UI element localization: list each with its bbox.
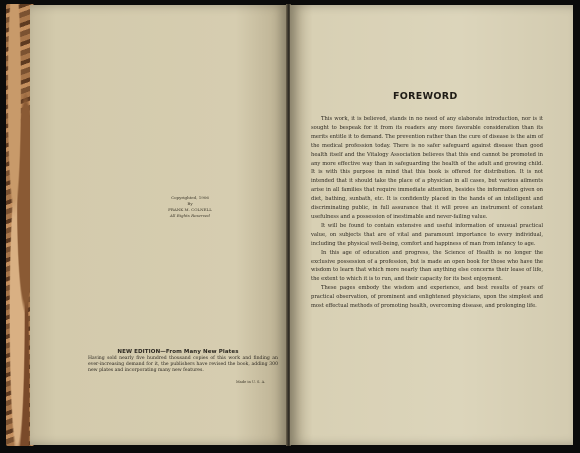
- new-edition-notice: [88, 348, 278, 374]
- edition-body: Having sold nearly five hundred thousand copies of this work and finding an ever-increasing demand for it, the publishers have revised the book, adding 300 new plates and incorporating many new features.: [88, 356, 278, 373]
- foreword-paragraph: This work, it is believed, stands in no need of any elaborate introduction, nor is it sought to bespeak for it from its readers any more favorable consideration than its merits entitle it to demand. The prevention rather than the cure of disease is the aim of the medical profession today. There is no safer safeguard against disease than good health itself and the Vitalogy Association believes that this end cannot be promoted in any more effective way than in safeguarding the health of the adult and growing child. It is with this purpose in mind that this book is offered for distribution. It is not intended that it should take the place of a physician in all cases, but various ailments arise in all families that require immediate attention, besides the information given on diet, bathing, sunbath, etc. It is confidently placed in the hands of an intelligent and discriminating public, in full assurance that it will prove an instrument of constant usefulness and a possession of inestimable and never-failing value.: [311, 116, 543, 220]
- left-page: [30, 5, 287, 445]
- copyright-line: FRANK M. COLNELL: [168, 207, 212, 212]
- foreword-title: FOREWORD: [393, 91, 458, 102]
- foreword-paragraph: These pages embody the wisdom and experience, and best results of years of practical observation, of prominent and enlightened physicians, upon the simplest and most effectual methods of promoting health, overcoming disease, and prolonging life.: [311, 285, 543, 310]
- foreword-paragraph: It will be found to contain extensive and useful information of unusual practical value, on subjects that are of vital and paramount importance to every individual, including the physical well-being, comfort and happiness of man from infancy to age.: [311, 222, 543, 247]
- copyright-line: By: [187, 201, 193, 206]
- made-in-notice: Made in U. S. A.: [236, 380, 266, 384]
- copyright-line: Copyrighted, 1906: [171, 195, 209, 200]
- edition-heading: NEW EDITION—From Many New Plates: [117, 349, 239, 355]
- foreword-paragraph: In this age of education and progress, the Science of Health is no longer the exclusive possession of a profession, but is made an open book for those who have the wisdom to learn that which more nearly than anything else concerns their lease of life, the extent to which it is to run, and their capacity for its best enjoyment.: [311, 249, 543, 283]
- copyright-notice: [150, 195, 230, 219]
- copyright-line: All Rights Reserved: [170, 213, 210, 218]
- foreword-body: [311, 115, 543, 311]
